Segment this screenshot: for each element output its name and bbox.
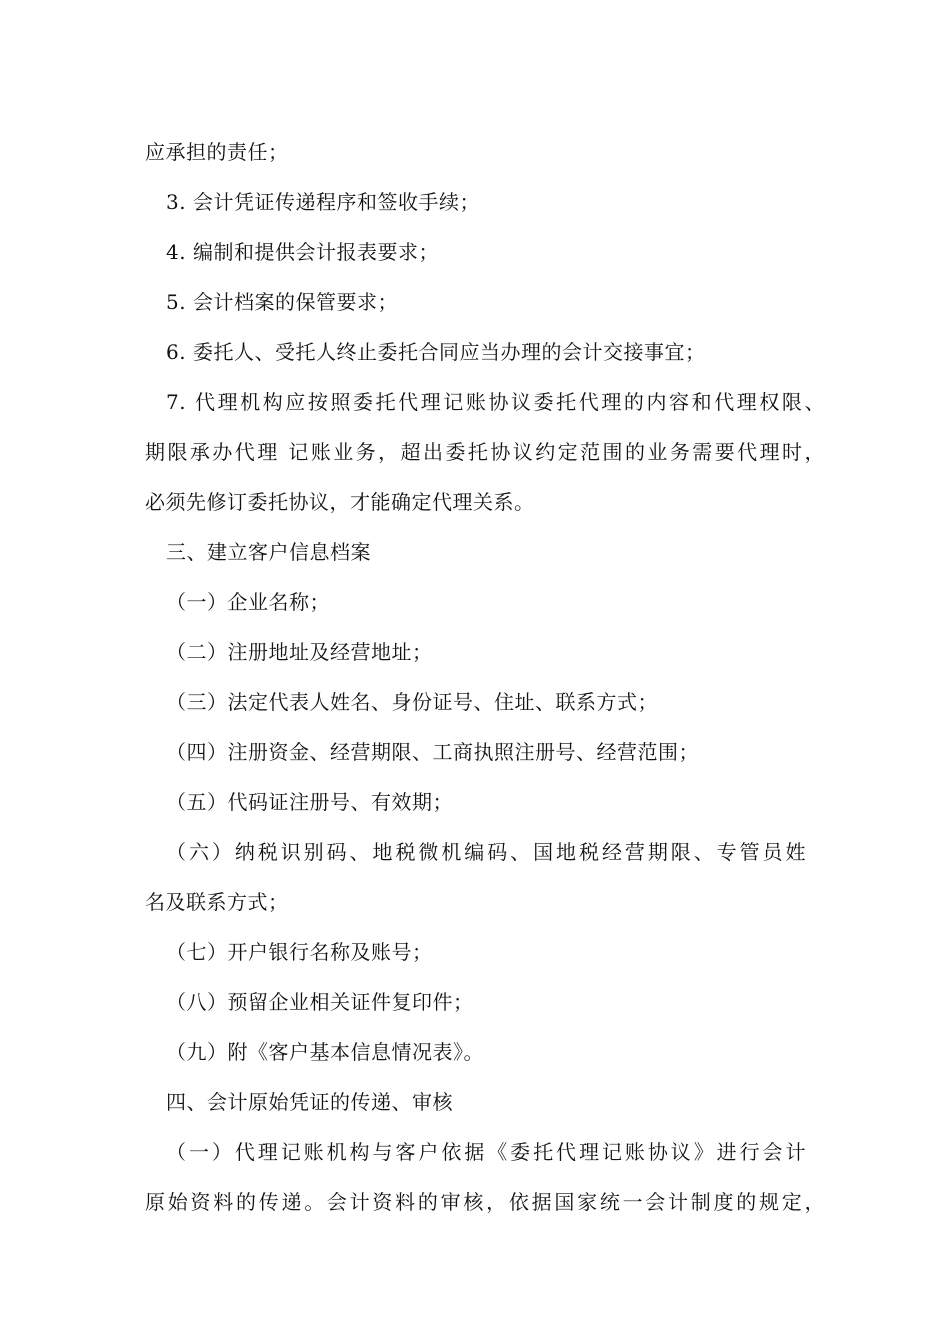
text-line: （五）代码证注册号、有效期； <box>166 790 453 814</box>
section-heading: 三、建立客户信息档案 <box>166 540 371 564</box>
text-line: （七）开户银行名称及账号； <box>166 940 433 964</box>
text-line: （三）法定代表人姓名、身份证号、住址、联系方式； <box>166 690 658 714</box>
text-line: 3. 会计凭证传递程序和签收手续； <box>166 190 480 214</box>
text-line: 4. 编制和提供会计报表要求； <box>166 240 439 264</box>
text-line: 5. 会计档案的保管要求； <box>166 290 398 314</box>
text-line: 期限承办代理 记账业务，超出委托协议约定范围的业务需要代理时， <box>145 440 825 464</box>
text-line: （四）注册资金、经营期限、工商执照注册号、经营范围； <box>166 740 699 764</box>
text-line: 必须先修订委托协议，才能确定代理关系。 <box>145 490 535 514</box>
text-line: 应承担的责任； <box>145 140 289 164</box>
text-line: （八）预留企业相关证件复印件； <box>166 990 474 1014</box>
text-line: （六）纳税识别码、地税微机编码、国地税经营期限、专管员姓 <box>166 840 806 864</box>
section-heading: 四、会计原始凭证的传递、审核 <box>166 1090 453 1114</box>
text-line: 6. 委托人、受托人终止委托合同应当办理的会计交接事宜； <box>166 340 706 364</box>
text-line: （九）附《客户基本信息情况表》。 <box>166 1040 484 1064</box>
text-line: 原始资料的传递。会计资料的审核，依据国家统一会计制度的规定， <box>145 1190 825 1214</box>
text-line: （一）代理记账机构与客户依据《委托代理记账协议》进行会计 <box>166 1140 806 1164</box>
text-line: 名及联系方式； <box>145 890 289 914</box>
text-line: （一）企业名称； <box>166 590 330 614</box>
text-line: 7. 代理机构应按照委托代理记账协议委托代理的内容和代理权限、 <box>166 390 825 414</box>
text-line: （二）注册地址及经营地址； <box>166 640 433 664</box>
